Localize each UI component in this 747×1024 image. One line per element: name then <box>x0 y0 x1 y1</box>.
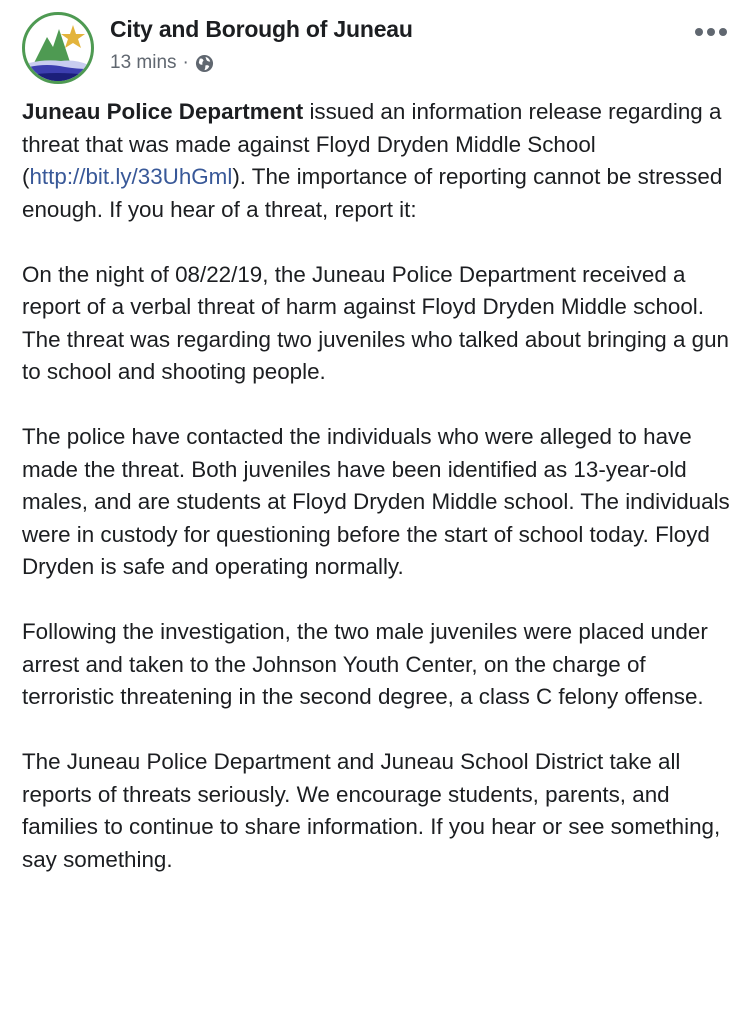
meta-separator: · <box>182 52 189 73</box>
paragraph-arrest: Following the investigation, the two male juveniles were placed under arrest and taken to the Johnson Youth Center, on the charge of terroristic threatening in the second degree, a class C felony offense. <box>22 619 708 709</box>
paragraph-intro <box>22 96 732 226</box>
paragraph-closing: The Juneau Police Department and Juneau School District take all reports of threats seriously. We encourage students, parents, and families to continue to share information. If you hear or see something, say something. <box>22 749 721 872</box>
mention-jpd[interactable]: Juneau Police Department <box>22 99 304 124</box>
paragraph-contact: The police have contacted the individuals who were alleged to have made the threat. Both juveniles have been identified as 13-year-old males, and are students at Floyd Dryden Middle school. The individuals were in custody for questioning before the start of school today. Floyd Dryden is safe and operating normally. <box>22 424 730 579</box>
page-name[interactable]: City and Borough of Juneau <box>110 16 413 42</box>
post-header <box>0 0 747 90</box>
post-meta <box>110 52 214 74</box>
paragraph-text: ). The importance of reporting cannot be stressed enough. If you hear of a threat, report it: <box>22 164 723 222</box>
timestamp[interactable]: 13 mins <box>110 52 177 73</box>
globe-icon[interactable] <box>195 54 214 73</box>
more-options-button[interactable] <box>695 28 727 36</box>
avatar[interactable] <box>22 12 94 84</box>
dot-icon <box>707 28 715 36</box>
post-body <box>22 96 732 909</box>
paragraph-incident: On the night of 08/22/19, the Juneau Police Department received a report of a verbal threat of harm against Floyd Dryden Middle school. The threat was regarding two juveniles who talked about bringing a gun to school and shooting people. <box>22 261 729 384</box>
release-link[interactable]: http://bit.ly/33UhGml <box>29 164 233 189</box>
juneau-logo-icon <box>25 15 91 81</box>
paragraph-text: issued an information release regarding a threat that was made against Floyd Dryden Middle School ( <box>22 99 722 189</box>
dot-icon <box>695 28 703 36</box>
dot-icon <box>719 28 727 36</box>
